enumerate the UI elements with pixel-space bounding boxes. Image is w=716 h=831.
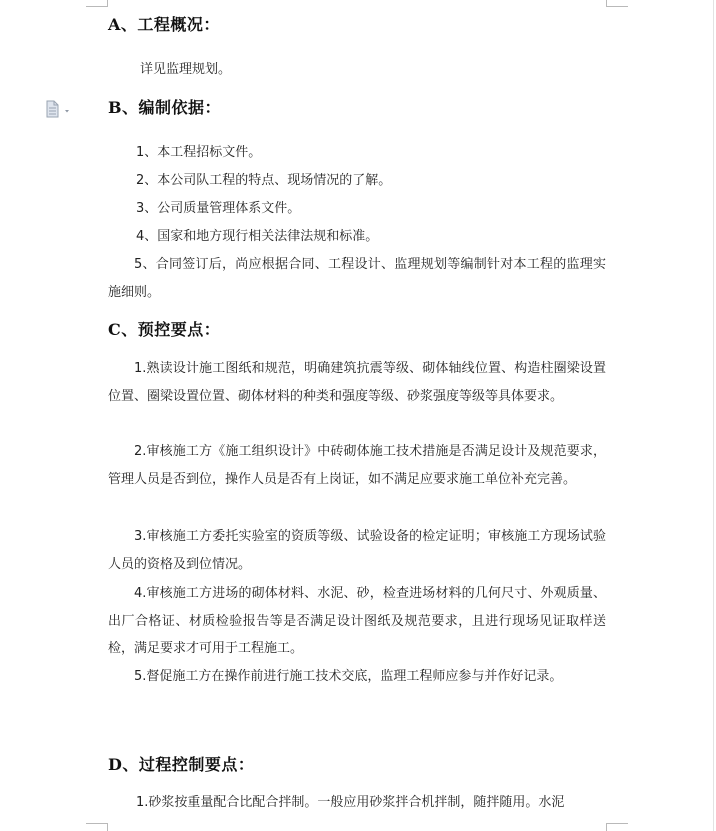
- corner-mark-bottom-left-h: [86, 823, 108, 824]
- section-c-item-3: 3.审核施工方委托实验室的资质等级、试验设备的检定证明；审核施工方现场试验人员的资格及到位情况。: [108, 529, 606, 572]
- section-d-heading: D、过程控制要点：: [108, 755, 255, 774]
- section-c-item-2: 2.审核施工方《施工组织设计》中砖砌体施工技术措施是否满足设计及规范要求，管理人员是否到位，操作人员是否有上岗证，如不满足应要求施工单位补充完善。: [108, 444, 606, 487]
- section-b-item-2: 2、本公司队工程的特点、现场情况的了解。: [136, 173, 392, 188]
- paragraph-options-button[interactable]: [44, 100, 78, 118]
- corner-mark-top-right-v: [606, 0, 607, 7]
- corner-mark-top-left-v: [107, 0, 108, 7]
- chevron-down-icon: [65, 110, 69, 113]
- section-c-item-4: 4.审核施工方进场的砌体材料、水泥、砂，检查进场材料的几何尺寸、外观质量、出厂合格证、材质检验报告等是否满足设计图纸及规范要求，且进行现场见证取样送检，满足要求才可用于工程施工。: [108, 586, 606, 657]
- section-a-body: 详见监理规划。: [140, 62, 232, 77]
- corner-mark-top-right-h: [606, 6, 628, 7]
- corner-mark-bottom-left-v: [107, 823, 108, 831]
- section-c-item-5: 5.督促施工方在操作前进行施工技术交底，监理工程师应参与并作好记录。: [134, 669, 563, 684]
- section-b-item-1: 1、本工程招标文件。: [136, 145, 262, 160]
- section-a-heading: A、工程概况：: [108, 15, 220, 34]
- section-d-item-1: 1.砂浆按重量配合比配合拌制。一般应用砂浆拌合机拌制，随拌随用。水泥: [136, 795, 565, 810]
- section-b-item-4: 4、国家和地方现行相关法律法规和标准。: [136, 229, 379, 244]
- page-right-edge: [713, 0, 714, 831]
- document-icon: [44, 100, 78, 118]
- corner-mark-bottom-right-v: [606, 823, 607, 831]
- section-c-heading: C、预控要点：: [108, 320, 221, 339]
- section-b-item-5: 5、合同签订后，尚应根据合同、工程设计、监理规划等编制针对本工程的监理实施细则。: [108, 257, 606, 300]
- section-b-heading: B、编制依据：: [108, 98, 222, 117]
- corner-mark-top-left-h: [86, 6, 108, 7]
- section-c-item-1: 1.熟读设计施工图纸和规范，明确建筑抗震等级、砌体轴线位置、构造柱圈梁设置位置、圈梁设置位置、砌体材料的种类和强度等级、砂浆强度等级等具体要求。: [108, 361, 606, 404]
- corner-mark-bottom-right-h: [606, 823, 628, 824]
- section-b-item-3: 3、公司质量管理体系文件。: [136, 201, 301, 216]
